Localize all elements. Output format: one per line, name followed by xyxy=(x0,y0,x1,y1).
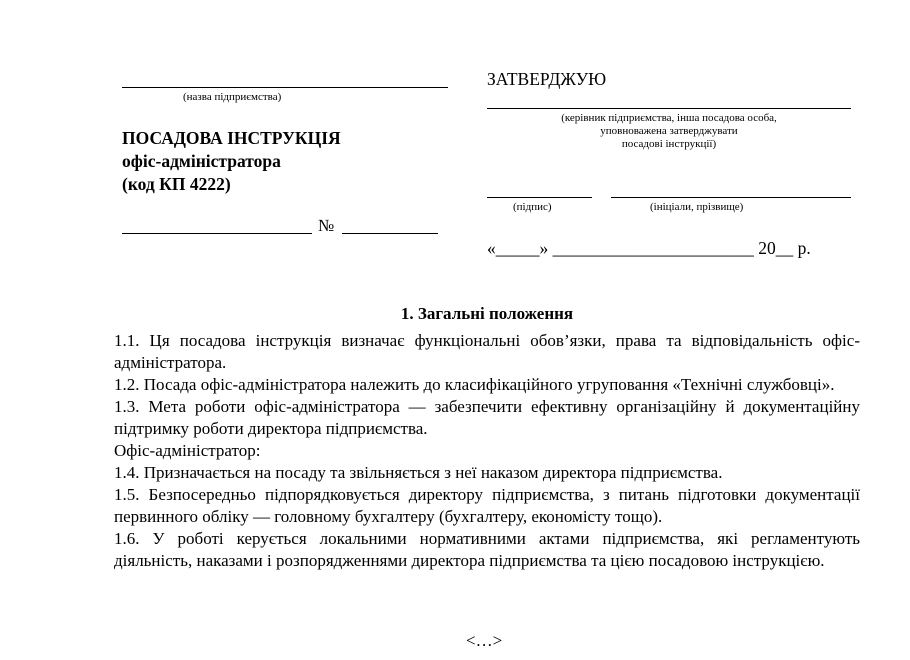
paragraph-1-6: 1.6. У роботі керується локальними нормативними актами підприємства, які регламентують діяльність, наказами і розпорядженнями директора підприємства та цією посадовою інструкцією. xyxy=(114,529,860,570)
paragraph-1-5: 1.5. Безпосередньо підпорядковується директору підприємства, з питань підготовки документації первинного обліку — головному бухгалтеру (бухгалтеру, економісту тощо). xyxy=(114,485,860,526)
omission-marker: <…> xyxy=(466,631,503,650)
signature-caption: (підпис) xyxy=(513,201,552,213)
paragraph-1-4: 1.4. Призначається на посаду та звільняється з неї наказом директора підприємства. xyxy=(114,463,723,482)
company-name-caption: (назва підприємства) xyxy=(183,91,282,103)
approver-caption-line2: уповноважена затверджувати xyxy=(600,125,738,137)
paragraph-1-2: 1.2. Посада офіс-адміністратора належить до класифікаційного угруповання «Технічні службовці». xyxy=(114,375,835,394)
position-code: (код КП 4222) xyxy=(122,174,231,194)
document-title: ПОСАДОВА ІНСТРУКЦІЯ xyxy=(122,128,341,148)
section-body xyxy=(114,330,860,572)
approver-caption-line1: (керівник підприємства, інша посадова особа, xyxy=(561,112,777,124)
number-sign: № xyxy=(318,216,335,235)
company-name-line xyxy=(122,87,448,88)
signature-line xyxy=(487,197,592,198)
name-caption: (ініціали, прізвище) xyxy=(650,201,744,213)
section-heading: 1. Загальні положення xyxy=(400,304,574,323)
approver-caption-line3: посадові інструкції) xyxy=(621,138,717,150)
approver-caption xyxy=(487,112,851,151)
paragraph-1-1: 1.1. Ця посадова інструкція визначає функціональні обов’язки, права та відповідальність офіс-адміністратора. xyxy=(114,331,860,372)
position-name: офіс-адміністратора xyxy=(122,151,281,171)
paragraph-1-3: 1.3. Мета роботи офіс-адміністратора — забезпечити ефективну організаційну й документаційну підтримку роботи директора підприємства. xyxy=(114,397,860,438)
approve-label: ЗАТВЕРДЖУЮ xyxy=(487,69,607,89)
document-number-line xyxy=(342,233,438,234)
approval-date: «_____» _______________________ 20__ р. xyxy=(487,238,811,258)
paragraph-intro: Офіс-адміністратор: xyxy=(114,441,261,460)
name-line xyxy=(611,197,851,198)
approver-line xyxy=(487,108,851,109)
document-place-line xyxy=(122,233,312,234)
